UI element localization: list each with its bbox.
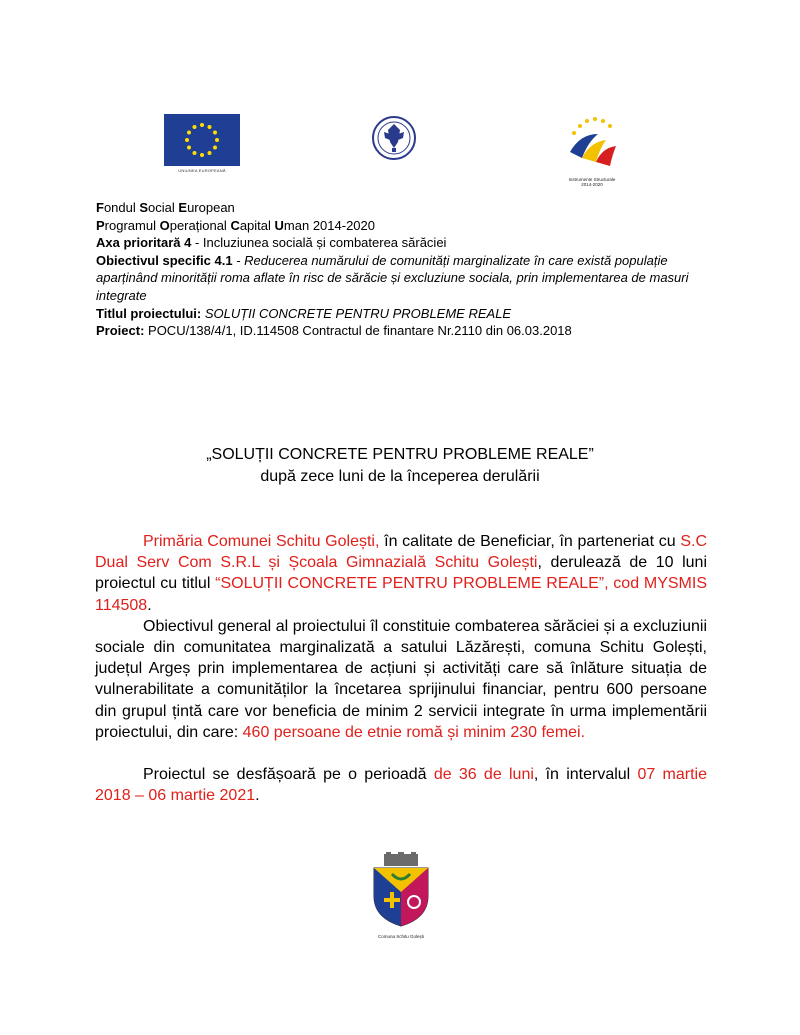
fund-line: Fondul Social European: [96, 200, 235, 215]
eu-flag-icon: [164, 114, 240, 166]
paragraph-3: Proiectul se desfășoară pe o perioadă de 36 de luni, în intervalul 07 martie 2018 – 06 martie 2021.: [95, 766, 708, 805]
main-title-line-1: „SOLUȚII CONCRETE PENTRU PROBLEME REALE”: [206, 446, 594, 463]
project-header: [96, 199, 716, 340]
is-caption-1: Instrumente Structurale: [568, 177, 616, 182]
main-title: [100, 444, 700, 488]
project-text: POCU/138/4/1, ID.114508 Contractul de finantare Nr.2110 din 06.03.2018: [144, 323, 572, 339]
is-caption-2: 2014-2020: [581, 182, 603, 187]
project-line: [96, 322, 716, 340]
coat-of-arms: [370, 852, 432, 938]
paragraph-1: Primăria Comunei Schitu Golești, în calitate de Beneficiar, în parteneriat cu S.C Dual Serv Com S.R.L și Școala Gimnazială Schitu Golești, derulează de 10 luni proiectul cu titlul “SOLUȚII CONCRETE PENTRU PROBLEME REALE”, cod MYSMIS 114508.: [95, 533, 708, 614]
coat-caption: Comuna Schitu Golești: [377, 934, 425, 939]
instrumente-structurale-icon: [560, 112, 624, 172]
objective-line: [96, 252, 716, 305]
objective-text: - Reducerea numărului de comunități marginalizate în care există populație aparținând minorității roma aflate în risc de sărăcie și excluziune sociala, prin implementarea de masuri integrate: [96, 252, 689, 303]
axis-text: - Incluziunea socială și combaterea sărăciei: [191, 235, 447, 251]
eu-logo: [164, 114, 240, 174]
axis-label: Axa prioritară 4: [96, 235, 192, 251]
government-seal-icon: [370, 112, 418, 168]
instrumente-structurale-logo: [560, 112, 624, 190]
title-line: [96, 305, 716, 323]
main-title-line-2: după zece luni de la începerea derulării: [260, 468, 540, 485]
objective-label: Obiectivul specific 4.1: [96, 252, 233, 268]
program-line: Programul Operațional Capital Uman 2014-2020: [96, 217, 375, 233]
paragraph-2: Obiectivul general al proiectului îl constituie combaterea sărăciei și a excluziunii sociale din comunitatea marginalizată a satului Lăzărești, comuna Schitu Golești, județul Argeș prin implementarea de acțiuni și activități care să înlăture situația de vulnerabilitate a comunităților la încetarea sprijinului financiar, pentru 600 persoane din grupul țintă care vor beneficia de minim 2 servicii integrate în urma implementării proiectului, din care: 460 persoane de etnie romă și minim 230 femei.: [95, 617, 707, 741]
romanian-government-logo: [370, 112, 418, 168]
title-text: SOLUȚII CONCRETE PENTRU PROBLEME REALE: [201, 305, 512, 321]
article-body: [95, 531, 707, 806]
coat-of-arms-icon: [370, 852, 432, 928]
title-label: Titlul proiectului:: [96, 305, 202, 321]
eu-caption: UNIUNEA EUROPEANĂ: [178, 168, 226, 173]
axis-line: [96, 234, 716, 252]
project-label: Proiect:: [96, 323, 145, 339]
